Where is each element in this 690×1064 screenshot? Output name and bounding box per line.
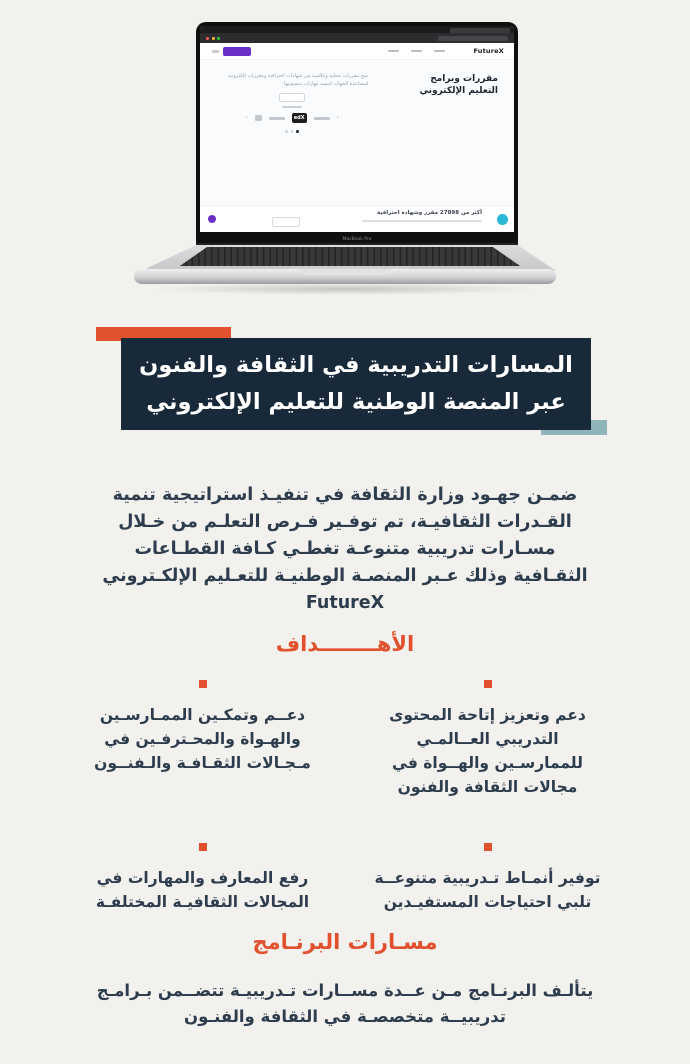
square-bullet-icon bbox=[199, 843, 207, 851]
hero-title-line2: التعليم الإلكتروني bbox=[419, 86, 498, 96]
laptop-screen bbox=[196, 22, 518, 244]
site-navbar bbox=[200, 43, 514, 60]
main-title-line1: المسارات التدريبية في الثقافة والفنون bbox=[139, 352, 573, 378]
hero-title-block bbox=[378, 73, 498, 133]
laptop-lid-notch bbox=[299, 269, 391, 275]
hero-caption bbox=[282, 106, 302, 108]
objective-text: توفير أنمـاط تـدريبية متنوعــة تلبي احتياجات المستفيـدين bbox=[374, 869, 601, 911]
pagination-dot[interactable] bbox=[285, 130, 288, 133]
partner-logo bbox=[269, 117, 285, 120]
nav-link[interactable] bbox=[434, 50, 445, 52]
close-window-icon[interactable] bbox=[206, 37, 209, 40]
laptop-base bbox=[134, 269, 556, 284]
language-toggle[interactable] bbox=[212, 50, 219, 53]
hero-paragraph: نتيح مقررات محلية وعالمية من شهادات احترافية ومقررات إلكترونية لمساعدة الجهات لتنمية مهارات منسوبيها bbox=[227, 73, 369, 87]
accessibility-widget-icon[interactable] bbox=[497, 214, 508, 225]
site-stats-band bbox=[200, 205, 514, 232]
objective-item bbox=[85, 843, 320, 914]
laptop-keyboard bbox=[180, 247, 520, 266]
chat-widget-icon[interactable] bbox=[208, 215, 216, 223]
nav-link[interactable] bbox=[388, 50, 399, 52]
objective-item bbox=[370, 843, 605, 914]
objectives-grid bbox=[85, 680, 605, 914]
hero-copy-block bbox=[216, 73, 368, 133]
partner-logo bbox=[314, 117, 330, 120]
partner-logos-carousel bbox=[216, 113, 368, 123]
nav-links bbox=[388, 50, 445, 52]
program-paths-paragraph: يتألـف البرنـامج مـن عــدة مســارات تـدريبيـة تتضــمن بـرامـج تدريبيــة متخصصـة في الثقافة والفنـون bbox=[96, 981, 594, 1026]
futurex-website bbox=[200, 43, 514, 232]
objective-text: رفع المعارف والمهارات في المجالات الثقافيـة المختلفـة bbox=[95, 869, 310, 911]
futurex-logo[interactable]: FutureX bbox=[473, 47, 504, 55]
pagination-dot[interactable] bbox=[291, 130, 294, 133]
intro-paragraph: ضمـن جهـود وزارة الثقافة في تنفيـذ استراتيجية تنمية القـدرات الثقافيـة، تم توفـير فـرص التعلـم من خـلال مسـارات تدريبية متنوعـة تغطـي كـافة القطـاعات الثقـافية وذلك عـبر المنصـة الوطنيـة للتعـليم الإلكـتروني FutureX bbox=[102, 485, 588, 613]
square-bullet-icon bbox=[484, 680, 492, 688]
signup-button[interactable] bbox=[223, 47, 251, 56]
hero-section bbox=[200, 60, 514, 133]
laptop-mockup bbox=[0, 0, 690, 310]
objective-item bbox=[85, 680, 320, 799]
stats-cta-button[interactable] bbox=[272, 217, 300, 227]
stat-subtext bbox=[362, 220, 482, 222]
browser-tab-strip bbox=[200, 26, 514, 33]
partner-logo-edx: edX bbox=[292, 113, 307, 123]
address-bar[interactable] bbox=[438, 36, 508, 41]
maximize-window-icon[interactable] bbox=[217, 37, 220, 40]
partner-logo bbox=[255, 115, 262, 121]
laptop-bezel-label: MacBook Pro bbox=[342, 236, 372, 242]
carousel-arrow-left-icon[interactable]: ‹ bbox=[245, 114, 248, 121]
browser-tab[interactable] bbox=[450, 28, 510, 33]
laptop-shadow bbox=[150, 283, 540, 295]
main-title-line2: عبر المنصة الوطنية للتعليم الإلكتروني bbox=[146, 389, 566, 415]
carousel-pagination bbox=[216, 130, 368, 133]
square-bullet-icon bbox=[484, 843, 492, 851]
objective-item bbox=[370, 680, 605, 799]
laptop-keyboard-deck bbox=[141, 245, 556, 271]
square-bullet-icon bbox=[199, 680, 207, 688]
browser-toolbar bbox=[200, 33, 514, 43]
nav-link[interactable] bbox=[411, 50, 422, 52]
stat-text: أكثر من 27898 مقرر وشهادة احترافية bbox=[377, 210, 482, 216]
carousel-arrow-right-icon[interactable]: › bbox=[336, 114, 340, 121]
browser-window bbox=[200, 26, 514, 232]
pagination-dot-active[interactable] bbox=[296, 130, 299, 133]
minimize-window-icon[interactable] bbox=[212, 37, 215, 40]
main-title-banner bbox=[121, 338, 591, 430]
hero-cta-button[interactable] bbox=[279, 93, 305, 102]
objectives-heading: الأهــــــــداف bbox=[275, 632, 415, 656]
program-paths-heading: مسـارات البرنـامج bbox=[252, 930, 438, 954]
objective-text: دعم وتعزيز إتاحة المحتوى التدريبي العــالمـي للممارسـين والهــواة في مجالات الثقافة والفنون bbox=[389, 706, 586, 796]
hero-title-line1: مقررات وبرامج bbox=[430, 74, 498, 84]
objective-text: دعــم وتمكـين الممـارسـين والهـواة والمحـترفـين في مـجـالات الثقـافـة والـفنــون bbox=[94, 706, 311, 772]
